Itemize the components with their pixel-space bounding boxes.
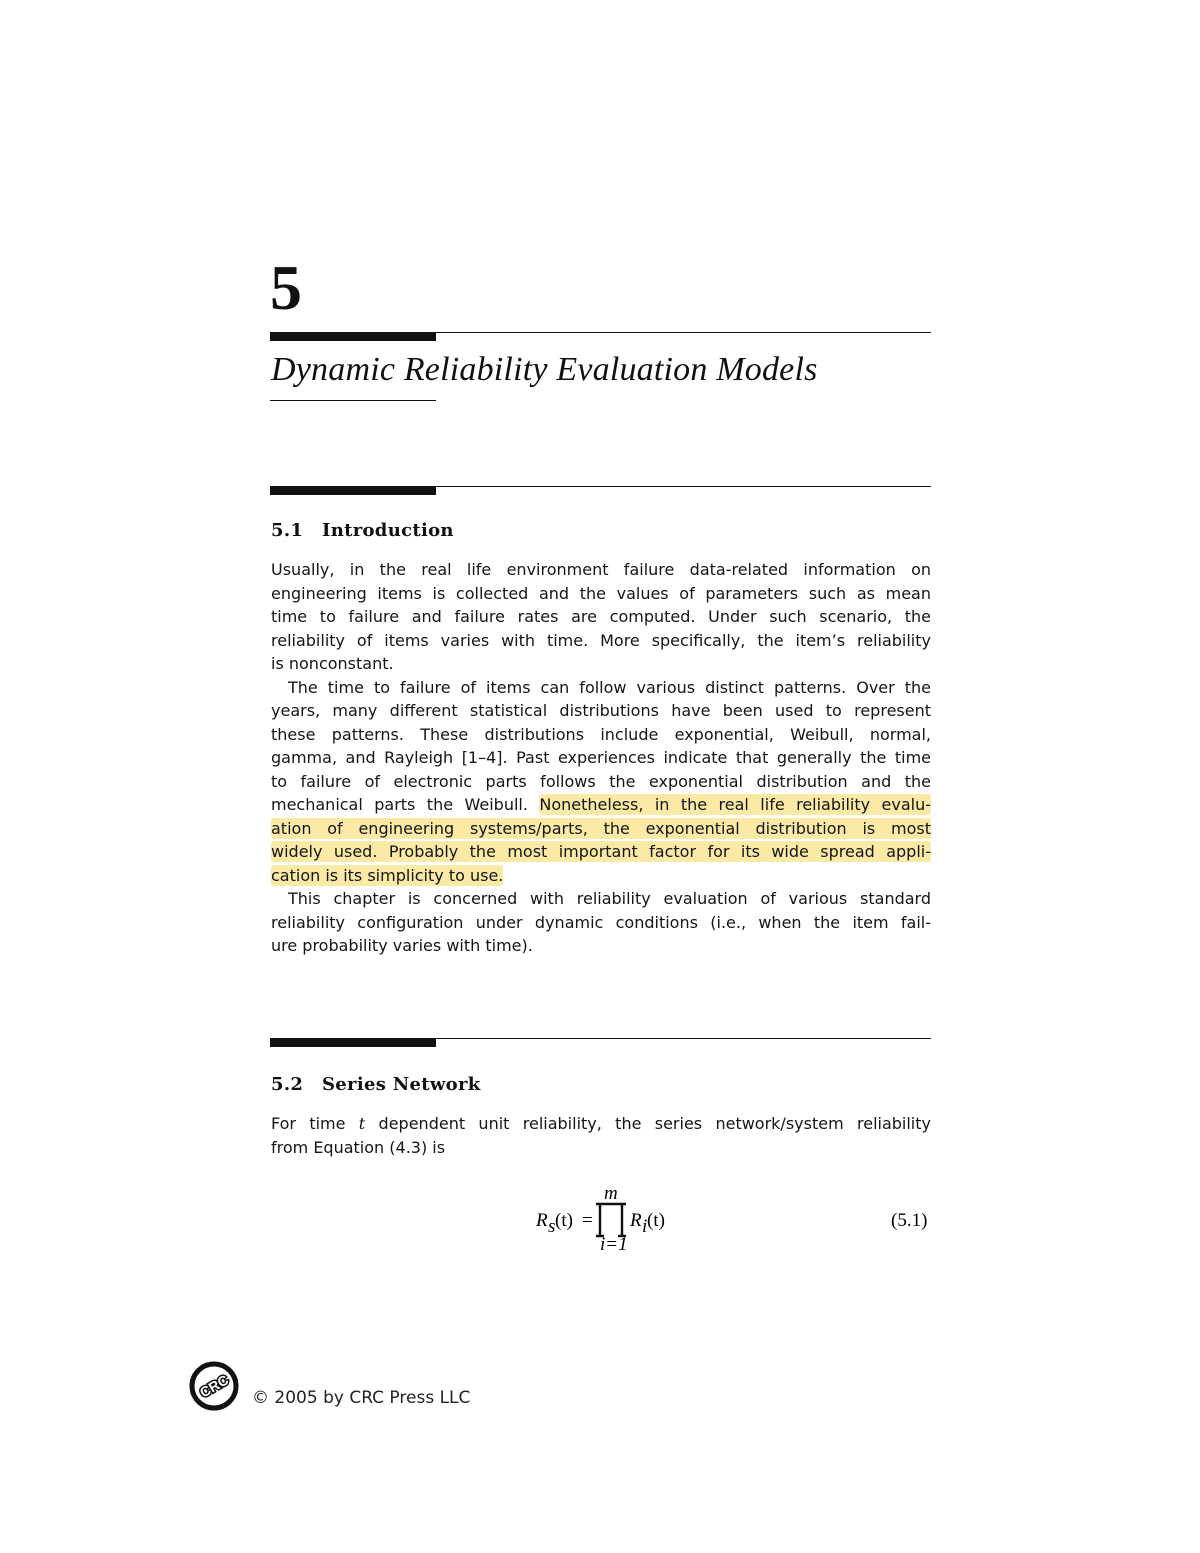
section-number: 5.2: [271, 1074, 304, 1095]
eq-rhs-symbol: R: [630, 1210, 642, 1231]
text-line: [271, 840, 931, 864]
section-rule-thin: [270, 486, 931, 487]
eq-product-symbol: [596, 1204, 626, 1236]
section-heading-series-network: [271, 1072, 481, 1098]
text-line: these patterns. These distributions include exponential, Weibull, normal,: [271, 724, 931, 744]
equation-graphic: [530, 1188, 930, 1258]
chapter-rule-thick: [270, 332, 436, 341]
eq-lhs-argument: (t): [555, 1210, 573, 1231]
eq-equals: =: [582, 1210, 593, 1231]
eq-lhs-subscript: s: [548, 1216, 556, 1237]
text-line: to failure of electronic parts follows the exponential distribution and the: [271, 771, 931, 791]
section-number: 5.1: [271, 520, 304, 541]
paragraph-1: [271, 558, 931, 676]
section-rule-thick: [270, 486, 436, 495]
text-line: [271, 864, 931, 888]
section-rule-thin: [270, 1038, 931, 1039]
chapter-rule-thin: [270, 332, 931, 333]
text-span: mechanical parts the Weibull.: [271, 795, 540, 814]
text-line: reliability of items varies with time. More specifically, the item’s reliability: [271, 630, 931, 650]
equation-label: (5.1): [891, 1210, 928, 1231]
highlighted-text: cation is its simplicity to use.: [271, 865, 504, 885]
text-span: dependent unit reliability, the series network/system reliability: [365, 1114, 931, 1133]
eq-product-upper: m: [604, 1188, 618, 1204]
eq-lhs-symbol: R: [536, 1210, 548, 1231]
text-line: gamma, and Rayleigh [1–4]. Past experiences indicate that generally the time: [271, 748, 931, 767]
text-line: Usually, in the real life environment failure data-related information on: [271, 560, 931, 579]
text-line: This chapter is concerned with reliability evaluation of various standard: [288, 889, 931, 908]
paragraph-2: [271, 676, 931, 888]
eq-rhs-subscript: i: [642, 1216, 648, 1237]
introduction-body: [271, 558, 931, 958]
eq-product-lower: i=1: [600, 1234, 628, 1255]
text-line: [271, 1112, 931, 1136]
text-line: [271, 817, 931, 841]
chapter-number: 5: [270, 252, 302, 323]
chapter-title: Dynamic Reliability Evaluation Models: [271, 351, 818, 388]
copyright-notice: © 2005 by CRC Press LLC: [252, 1388, 471, 1408]
text-span: For time: [271, 1114, 359, 1133]
text-line: The time to failure of items can follow various distinct patterns. Over the: [288, 677, 931, 697]
highlighted-text: ation of engineering systems/parts, the exponential distribution is most: [271, 818, 931, 838]
crc-logo-text: CRC: [196, 1371, 232, 1401]
chapter-title-underline: [270, 400, 436, 401]
text-line: ure probability varies with time).: [271, 936, 533, 955]
section-rule-thick: [270, 1038, 436, 1047]
highlighted-text: Nonetheless, in the real life reliability evalu-: [539, 795, 931, 814]
eq-rhs-argument: (t): [647, 1210, 665, 1231]
crc-logo-icon: [188, 1360, 240, 1412]
paragraph-3: [271, 887, 931, 958]
text-line: years, many different statistical distributions have been used to represent: [271, 701, 931, 720]
highlighted-text: widely used. Probably the most important factor for its wide spread appli-: [271, 842, 931, 861]
text-line: time to failure and failure rates are computed. Under such scenario, the: [271, 607, 931, 626]
text-line: reliability configuration under dynamic conditions (i.e., when the item fail-: [271, 912, 931, 932]
section-heading-introduction: [271, 518, 454, 544]
section-title: Introduction: [322, 520, 454, 541]
text-line: is nonconstant.: [271, 654, 394, 673]
series-body: [271, 1112, 931, 1159]
section-title: Series Network: [322, 1074, 481, 1095]
text-line: [271, 793, 931, 817]
variable-t: t: [358, 1114, 366, 1133]
text-line: engineering items is collected and the values of parameters such as mean: [271, 583, 931, 603]
text-line: from Equation (4.3) is: [271, 1137, 446, 1157]
equation-5-1: [530, 1188, 930, 1258]
